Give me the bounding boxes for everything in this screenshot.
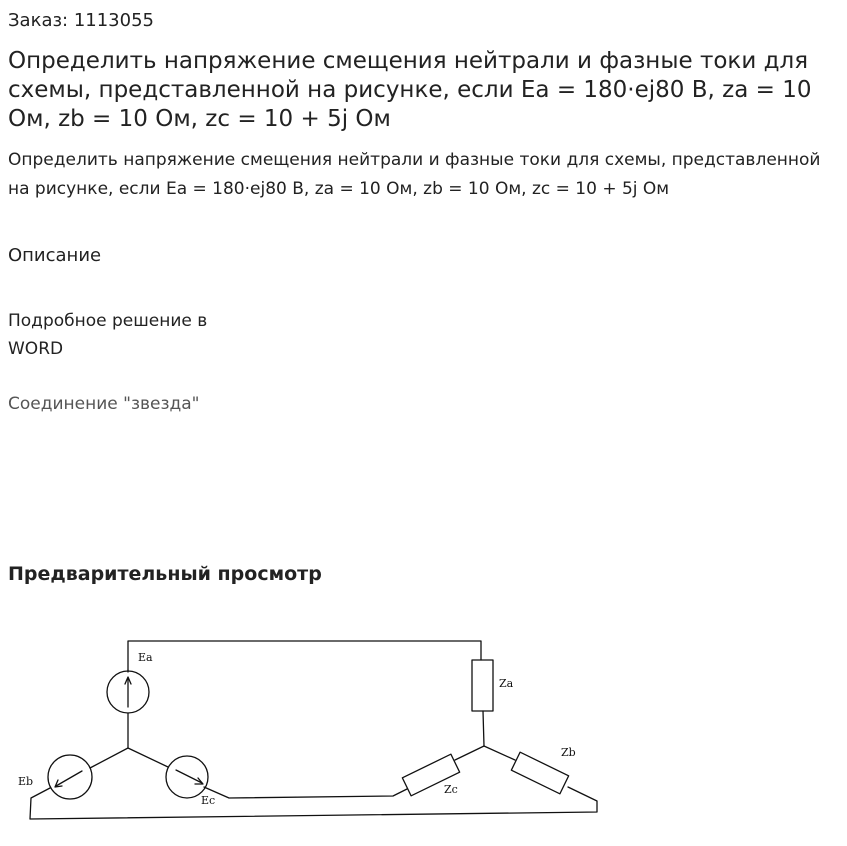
label-zb: Zb — [561, 746, 576, 759]
wire-neutral-ec — [128, 748, 168, 767]
wire-neutral-eb — [90, 748, 128, 768]
label-ea: Ea — [138, 651, 153, 664]
wire-ec-zc — [204, 787, 407, 798]
wire-za-neutral — [483, 711, 484, 746]
description-detail: Подробное решение в WORD — [8, 311, 208, 359]
label-ec: Ec — [201, 794, 216, 807]
wire-top — [128, 641, 481, 670]
circuit-diagram — [0, 600, 847, 840]
arrow-ec — [176, 770, 202, 783]
task-summary: Определить напряжение смещения нейтрали и фазные токи для схемы, представленной на рисунке, если Еа = 180·ej80 В, zа = 10 Ом, zb = 10 Ом, zc = 10 + 5j Ом — [8, 150, 821, 199]
preview-heading: Предварительный просмотр — [8, 563, 322, 585]
order-number: Заказ: 1113055 — [8, 10, 154, 31]
wire-neutral-zc — [455, 746, 484, 760]
wire-eb-bottom — [30, 787, 597, 819]
source-eb — [48, 755, 92, 799]
label-eb: Eb — [18, 775, 34, 788]
connection-type: Соединение "звезда" — [8, 394, 200, 414]
label-zc: Zc — [444, 783, 458, 796]
description-heading: Описание — [8, 245, 102, 266]
wire-neutral-zb — [484, 746, 515, 760]
arrow-eb — [56, 771, 82, 786]
page-title: Определить напряжение смещения нейтрали и фазные токи для схемы, представленной на рисунке, если Еа = 180·ej80 В, zа = 10 Ом, zb = 10 Ом, zc = 10 + 5j Ом — [8, 48, 812, 132]
label-za: Za — [499, 677, 514, 690]
source-ec — [166, 756, 208, 798]
resistor-za — [472, 660, 493, 711]
